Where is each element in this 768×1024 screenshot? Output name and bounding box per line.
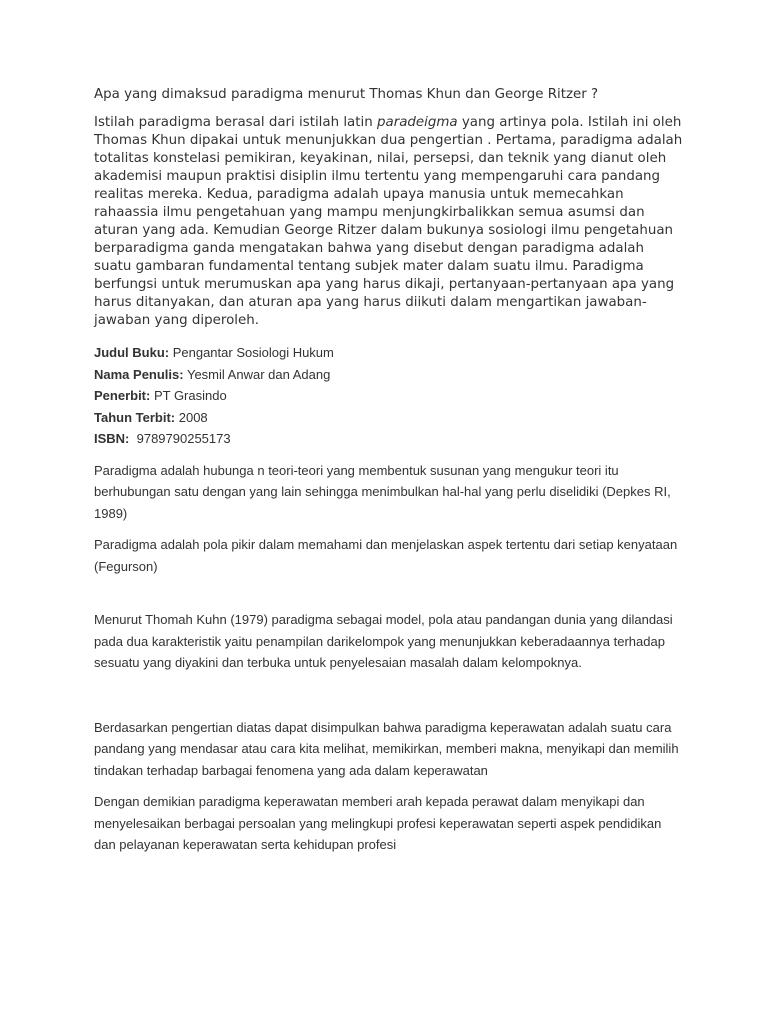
conclusion-paragraph: Berdasarkan pengertian diatas dapat disimpulkan bahwa paradigma keperawatan adalah suatu cara pandang yang mendasar atau cara kita melihat, memikirkan, memberi makna, menyikapi dan memilih tindakan terhadap barbagai fenomena yang ada dalam keperawatan [94,719,679,778]
book-isbn-row [94,428,684,450]
book-title-value: Pengantar Sosiologi Hukum [169,345,334,360]
book-author-row [94,364,684,386]
book-year-label: Tahun Terbit: [94,409,176,425]
document-page [94,86,684,866]
book-year-value: 2008 [175,409,208,425]
book-title-row [94,342,684,364]
book-isbn-value: 9789790255173 [129,431,231,446]
definition-fegurson-paragraph: Paradigma adalah pola pikir dalam memahami dan menjelaskan aspek tertentu dari setiap kenyataan (Fegurson) [94,537,678,574]
book-author-label: Nama Penulis: [94,366,184,382]
intro-text-before: Istilah paradigma berasal dari istilah latin [94,115,377,130]
question-heading: Apa yang dimaksud paradigma menurut Thomas Khun dan George Ritzer ? [94,87,599,102]
closing-paragraph: Dengan demikian paradigma keperawatan memberi arah kepada perawat dalam menyikapi dan menyelesaikan berbagai persoalan yang melingkupi profesi keperawatan seperti aspek pendidikan dan pelayanan keperawatan serta kehidupan profesi [94,794,662,852]
book-isbn-label: ISBN: [94,431,130,446]
book-title-label: Judul Buku: [94,345,170,360]
intro-text-after: yang artinya pola. Istilah ini oleh Thomas Khun dipakai untuk menunjukkan dua pengertian . Pertama, paradigma adalah totalitas konstelasi pemikiran, keyakinan, nilai, persepsi, dan teknik yang dianut oleh akademisi maupun praktisi disiplin ilmu tertentu yang mempengaruhi cara pandang realitas mereka. Kedua, paradigma adalah upaya manusia untuk memecahkan rahaassia ilmu pengetahuan yang mampu menjungkirbalikkan semua asumsi dan aturan yang ada. Kemudian George Ritzer dalam bukunya sosiologi ilmu pengetahuan berparadigma ganda mengatakan bahwa yang disebut dengan paradigma adalah suatu gambaran fundamental tentang subjek mater dalam suatu ilmu. Paradigma berfungsi untuk merumuskan apa yang harus dikaji, pertanyaan-pertanyaan apa yang harus ditanyakan, dan aturan apa yang harus diikuti dalam mengartikan jawaban-jawaban yang diperoleh. [94,115,683,328]
book-publisher-value: PT Grasindo [150,388,227,403]
book-publisher-row [94,385,684,407]
book-author-value: Yesmil Anwar dan Adang [183,366,331,382]
intro-term: paradeigma [376,115,458,130]
book-publisher-label: Penerbit: [94,388,151,403]
definition-depkes-paragraph: Paradigma adalah hubunga n teori-teori yang membentuk susunan yang mengukur teori itu berhubungan satu dengan yang lain sehingga menimbulkan hal-hal yang perlu diselidiki (Depkes RI, 1989) [94,462,671,521]
book-details [94,342,684,450]
book-year-row [94,407,684,429]
intro-paragraph [94,114,684,330]
definition-kuhn-paragraph: Menurut Thomah Kuhn (1979) paradigma sebagai model, pola atau pandangan dunia yang dilandasi pada dua karakteristik yaitu penampilan darikelompok yang menunjukkan keberadaannya terhadap sesuatu yang diyakini dan terbuka untuk penyelesaian masalah dalam kelompoknya. [94,612,673,670]
